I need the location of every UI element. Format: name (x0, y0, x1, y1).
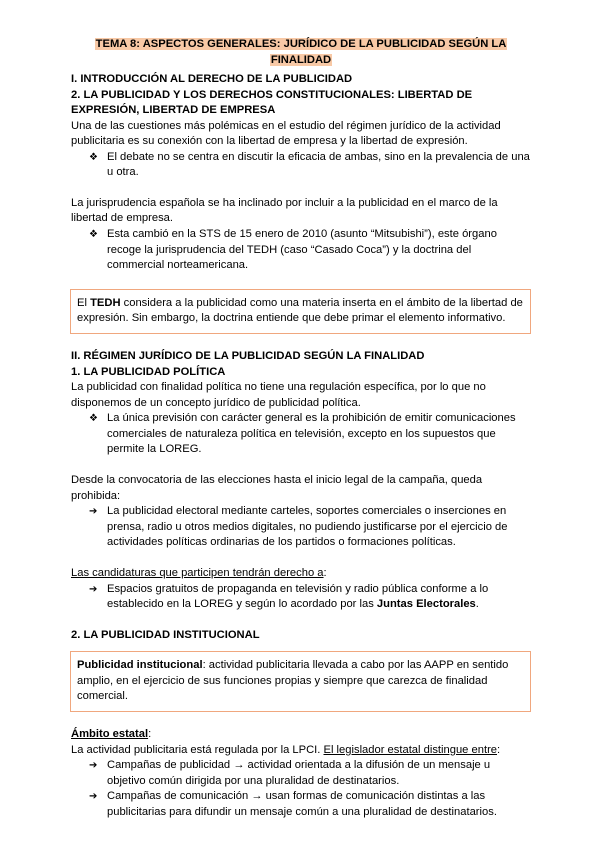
arrow-bullet-icon: ➔ (89, 791, 98, 803)
arrow-bullet-icon: ➔ (89, 583, 98, 595)
paragraph: La actividad publicitaria está regulada por la LPCI. El legislador estatal distingue entre: (71, 743, 501, 756)
list-item: ❖ La única previsión con carácter general es la prohibición de emitir comunicaciones comerciales de naturaleza política en televisión, excepto en los supuestos que permite la LOREG. (89, 412, 516, 456)
list-item: ➔ Campañas de comunicación → usan formas de comunicación distintas a las publicitarias para difundir un mensaje común a una pluralidad de destinatarios. (89, 790, 497, 818)
title-line-2: FINALIDAD (270, 54, 332, 66)
diamond-bullet-icon: ❖ (89, 229, 98, 241)
subsection-heading-derechos: 2. LA PUBLICIDAD Y LOS DERECHOS CONSTITUCIONALES: LIBERTAD DE EXPRESIÓN, LIBERTAD DE EMPRESA (71, 88, 473, 116)
paragraph: Ámbito estatal: (71, 728, 152, 741)
list-item: ➔ La publicidad electoral mediante carteles, soportes comerciales o inserciones en prensa, radio u otros medios digitales, no pudiendo justificarse por el ejercicio de actividades políticas ordinarias de los partidos o formaciones políticas. (89, 505, 508, 549)
bullet-list (71, 411, 531, 458)
paragraph: Desde la convocatoria de las elecciones hasta el inicio legal de la campaña, queda prohibida: (71, 474, 483, 502)
list-item: ➔ Campañas de publicidad → actividad orientada a la difusión de un mensaje u objetivo común dirigida por una pluralidad de destinatarios. (89, 759, 491, 787)
paragraph: La jurisprudencia española se ha inclinado por incluir a la publicidad en el marco de la libertad de empresa. (71, 196, 498, 225)
arrow-bullet-icon: ➔ (89, 760, 98, 772)
bullet-list (71, 227, 531, 274)
paragraph: La publicidad con finalidad política no tiene una regulación específica, por lo que no disponemos de un concepto jurídico de publicidad política. (71, 381, 486, 409)
arrow-bullet-icon: ➔ (89, 506, 98, 518)
arrow-list (71, 758, 531, 820)
list-item: ➔ Espacios gratuitos de propaganda en televisión y radio pública conforme a lo establecido en la LOREG y según lo acordado por las Juntas Electorales. (89, 582, 489, 611)
document-page (71, 36, 531, 821)
paragraph: Una de las cuestiones más polémicas en el estudio del régimen jurídico de la actividad publicitaria es su conexión con la libertad de empresa y la libertad de expresión. (71, 119, 501, 148)
arrow-list (71, 582, 531, 613)
diamond-bullet-icon: ❖ (89, 151, 98, 163)
list-item: ❖ El debate no se centra en discutir la eficacia de ambas, sino en la prevalencia de una u otra. (89, 150, 530, 179)
list-item: ❖ Esta cambió en la STS de 15 enero de 2010 (asunto “Mitsubishi”), este órgano recoge la jurisprudencia del TEDH (caso “Casado Coca”) y la doctrina del commercial norteamericana. (89, 228, 497, 272)
section-heading-regimen: II. RÉGIMEN JURÍDICO DE LA PUBLICIDAD SEGÚN LA FINALIDAD (71, 350, 425, 363)
title-line-1: TEMA 8: ASPECTOS GENERALES: JURÍDICO DE LA PUBLICIDAD SEGÚN LA (95, 38, 507, 50)
section-heading-intro: I. INTRODUCCIÓN AL DERECHO DE LA PUBLICIDAD (71, 73, 353, 85)
document-title (71, 36, 531, 68)
callout-box-institucional: Publicidad institucional: actividad publicitaria llevada a cabo por las AAPP en sentido amplio, en el ejercicio de sus funciones propias y siempre que carezca de finalidad comercial. (70, 651, 531, 712)
callout-box-tedh: El TEDH considera a la publicidad como una materia inserta en el ámbito de la libertad de expresión. Sin embargo, la doctrina entiende que debe primar el elemento informativo. (70, 289, 531, 334)
paragraph: Las candidaturas que participen tendrán derecho a: (71, 566, 327, 579)
arrow-list (71, 504, 531, 551)
bullet-list (71, 150, 531, 181)
diamond-bullet-icon: ❖ (89, 413, 98, 425)
subsection-heading-institucional: 2. LA PUBLICIDAD INSTITUCIONAL (71, 628, 260, 641)
subsection-heading-politica: 1. LA PUBLICIDAD POLÍTICA (71, 365, 226, 378)
